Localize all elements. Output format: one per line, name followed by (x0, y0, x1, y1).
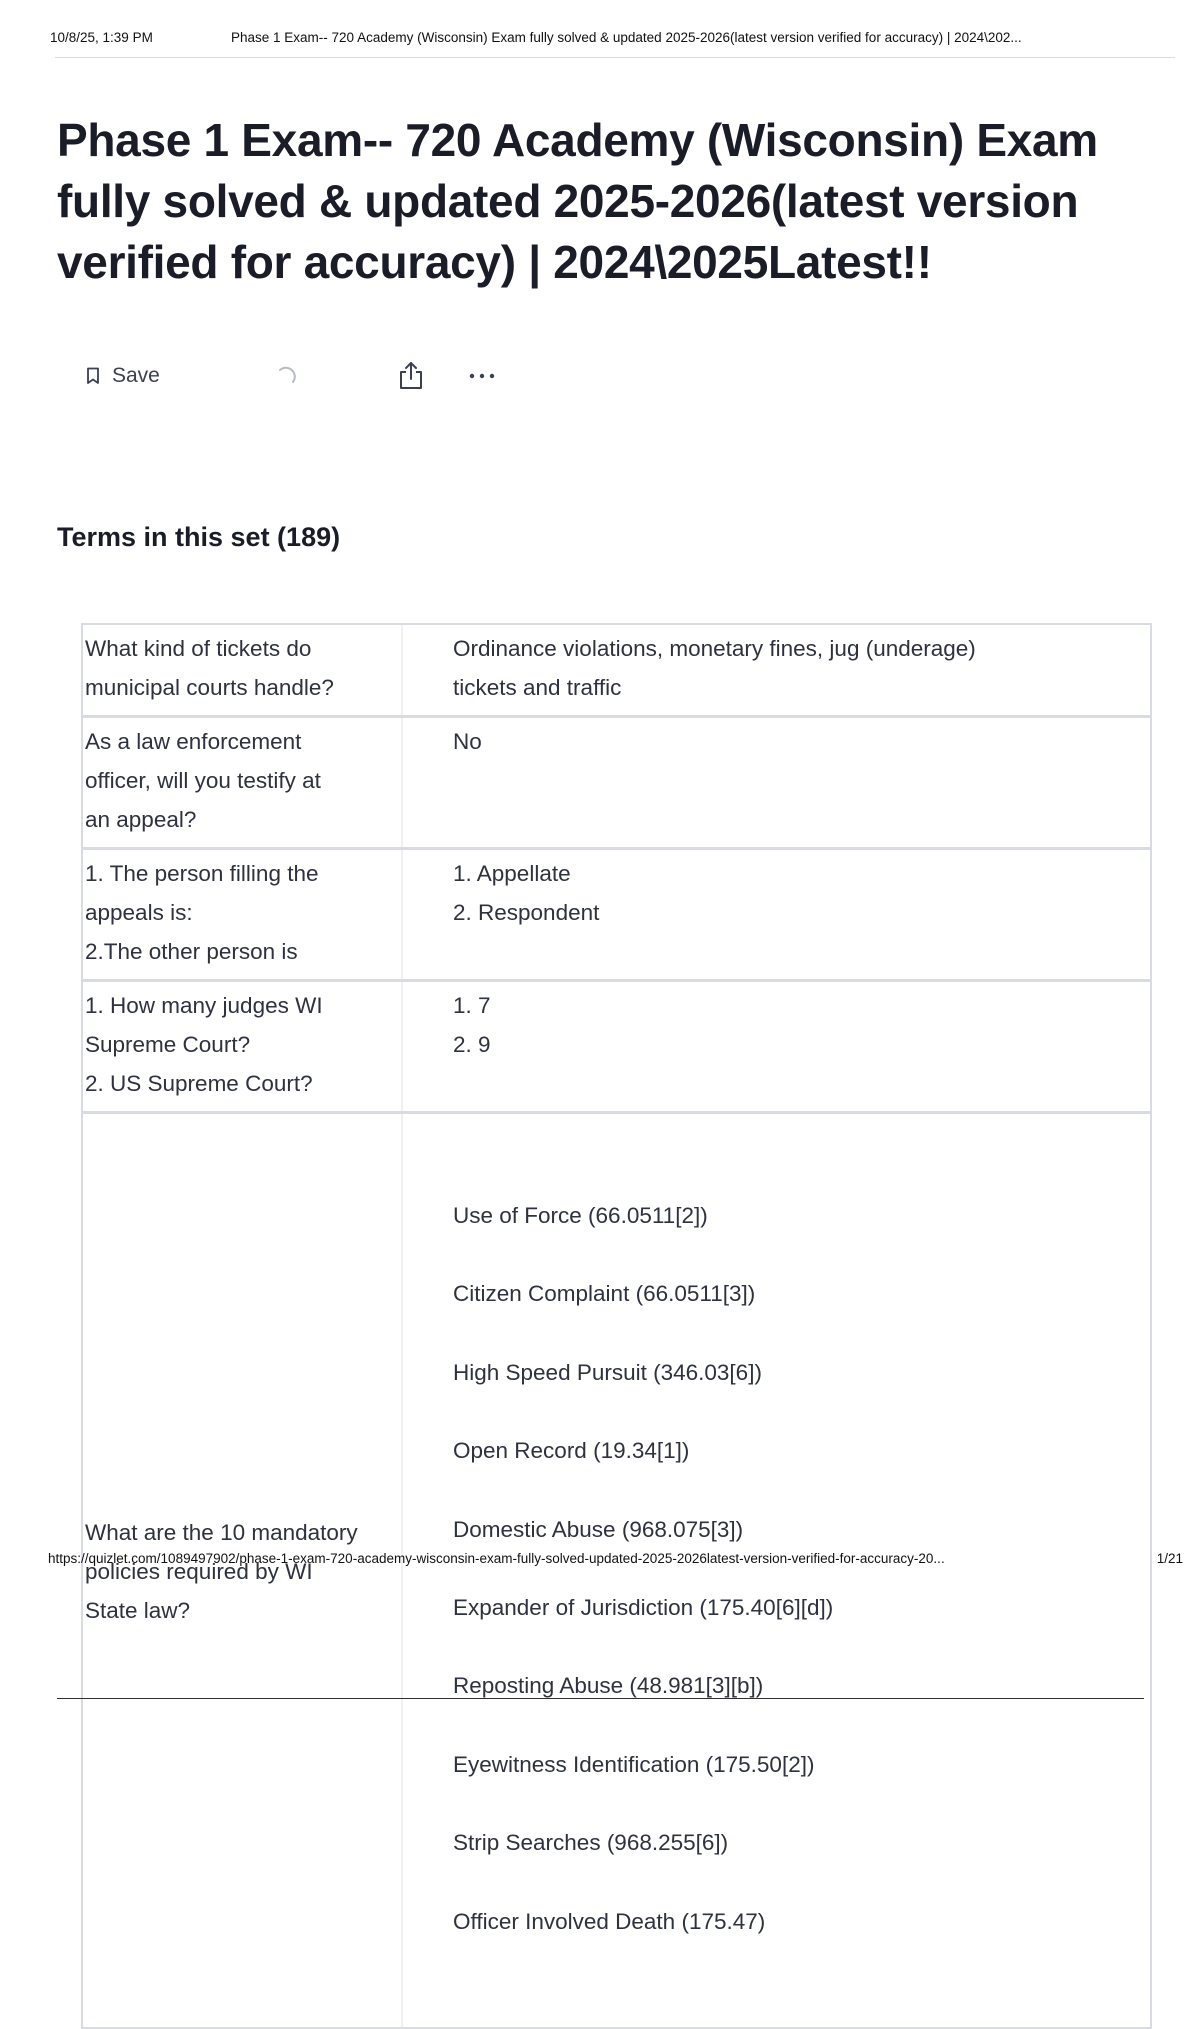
definition-text: Ordinance violations, monetary fines, jug (underage) tickets and traffic (453, 636, 976, 700)
bookmark-icon (86, 367, 100, 385)
header-divider (55, 57, 1175, 58)
print-footer (48, 1551, 1183, 1566)
save-button[interactable] (86, 360, 160, 392)
page-title: Phase 1 Exam-- 720 Academy (Wisconsin) Exam fully solved & updated 2025-2026(latest version verified for accuracy) | 2024\2025Latest!! (57, 114, 1098, 288)
term-text: 1. How many judges WI Supreme Court? 2. US Supreme Court? (83, 982, 403, 1111)
term-row[interactable] (83, 847, 1150, 979)
definition-item: Use of Force (66.0511[2]) (453, 1203, 708, 1228)
share-icon (398, 361, 424, 391)
loading-spinner-icon (276, 360, 298, 392)
definition-item: Citizen Complaint (66.0511[3]) (453, 1281, 756, 1307)
definition-text: 1. Appellate 2. Respondent (453, 861, 600, 925)
print-url: https://quizlet.com/1089497902/phase-1-exam-720-academy-wisconsin-exam-fully-solved-updated-2025-2026latest-version-verified-for-accuracy-20... (48, 1551, 945, 1566)
definition-text: No (453, 729, 482, 754)
share-button[interactable] (398, 360, 424, 392)
definition-item: Reposting Abuse (48.981[3][b]) (453, 1673, 764, 1699)
toolbar (86, 360, 566, 392)
term-text: What kind of tickets do municipal courts handle? (83, 625, 403, 715)
terms-table (81, 623, 1152, 2029)
print-datetime: 10/8/25, 1:39 PM (50, 30, 153, 45)
more-button[interactable] (468, 360, 498, 392)
definition-item: Eyewitness Identification (175.50[2]) (453, 1751, 815, 1777)
definition-item: Expander of Jurisdiction (175.40[6][d]) (453, 1595, 834, 1621)
definition-item: Open Record (19.34[1]) (453, 1438, 690, 1464)
term-row[interactable] (83, 1111, 1150, 2027)
print-header (50, 30, 1175, 45)
term-text: As a law enforcement officer, will you testify at an appeal? (83, 718, 403, 847)
definition-text: 1. 7 2. 9 (453, 993, 491, 1057)
term-row[interactable] (83, 979, 1150, 1111)
term-row[interactable] (83, 625, 1150, 715)
page-bottom-divider (57, 1698, 1144, 1699)
term-text (83, 1114, 403, 2027)
save-label: Save (112, 364, 160, 387)
definition-list (453, 1157, 1140, 1980)
term-text: 1. The person filling the appeals is: 2.The other person is (83, 850, 403, 979)
page-number: 1/21 (1156, 1551, 1183, 1566)
term-text-content: What are the 10 mandatory policies required by WI State law? (85, 1520, 358, 1624)
definition-item: High Speed Pursuit (346.03[6]) (453, 1359, 762, 1385)
print-doc-title: Phase 1 Exam-- 720 Academy (Wisconsin) Exam fully solved & updated 2025-2026(latest version verified for accuracy) | 2024\202... (231, 30, 1022, 45)
section-title: Terms in this set (189) (57, 522, 341, 552)
definition-item: Domestic Abuse (968.075[3]) (453, 1516, 744, 1542)
more-icon (468, 371, 498, 381)
definition-item: Officer Involved Death (175.47) (453, 1908, 766, 1934)
definition-list-cell (403, 1114, 1150, 2027)
term-row[interactable] (83, 715, 1150, 847)
definition-item: Strip Searches (968.255[6]) (453, 1830, 729, 1856)
